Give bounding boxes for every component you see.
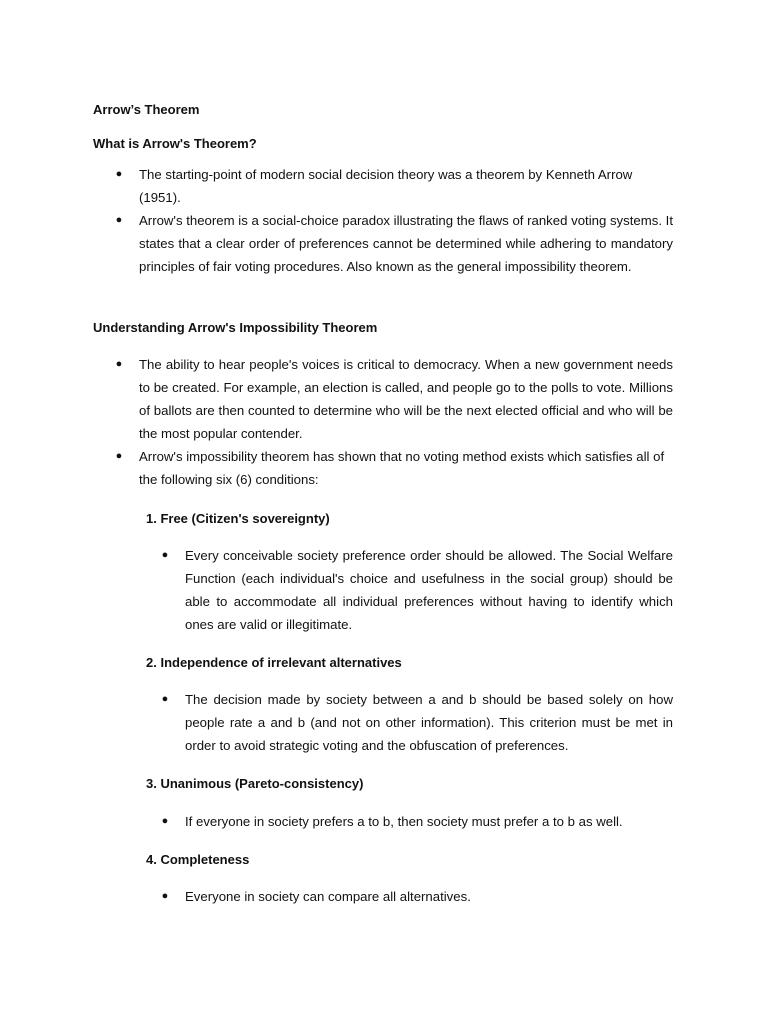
list-item-text: The starting-point of modern social decision theory was a theorem by Kenneth Arrow (1951). [139, 167, 633, 205]
list-item-text: Everyone in society can compare all alternatives. [185, 889, 471, 904]
section-heading-understanding: Understanding Arrow's Impossibility Theorem [93, 320, 378, 335]
bullet-dot: ● [161, 890, 169, 902]
condition-heading-unanimous: 3. Unanimous (Pareto-consistency) [146, 776, 364, 791]
list-item-text: Every conceivable society preference order should be allowed. The Social Welfare Function (each individual's choice and usefulness in the social group) should be able to accommodate all individual preferences without having to identify which ones are valid or illegitimate. [185, 548, 673, 632]
condition-heading-free: 1. Free (Citizen's sovereignty) [146, 511, 330, 526]
bullet-dot: ● [115, 168, 123, 180]
section-heading-what: What is Arrow's Theorem? [93, 136, 257, 151]
bullet-dot: ● [115, 450, 123, 462]
list-item-text: Arrow's impossibility theorem has shown that no voting method exists which satisfies all of the following six (6) conditions: [139, 449, 665, 487]
condition-heading-independence: 2. Independence of irrelevant alternatives [146, 655, 402, 670]
bullet-dot: ● [115, 214, 123, 226]
bullet-dot: ● [161, 693, 169, 705]
list-item-text: The decision made by society between a and b should be based solely on how people rate a and b (and not on other information). This criterion must be met in order to avoid strategic voting and the obfuscation of preferences. [185, 692, 673, 753]
list-item-text: The ability to hear people's voices is critical to democracy. When a new government needs to be created. For example, an election is called, and people go to the polls to vote. Millions of ballots are then counted to determine who will be the next elected official and who will be the most popular contender. [139, 357, 673, 441]
document-title: Arrow’s Theorem [93, 102, 200, 117]
bullet-dot: ● [161, 549, 169, 561]
bullet-dot: ● [115, 358, 123, 370]
condition-heading-completeness: 4. Completeness [146, 852, 250, 867]
list-item-text: If everyone in society prefers a to b, then society must prefer a to b as well. [185, 814, 623, 829]
bullet-dot: ● [161, 815, 169, 827]
list-item-text: Arrow's theorem is a social-choice paradox illustrating the flaws of ranked voting systems. It states that a clear order of preferences cannot be determined while adhering to mandatory principles of fair voting procedures. Also known as the general impossibility theorem. [139, 213, 673, 274]
